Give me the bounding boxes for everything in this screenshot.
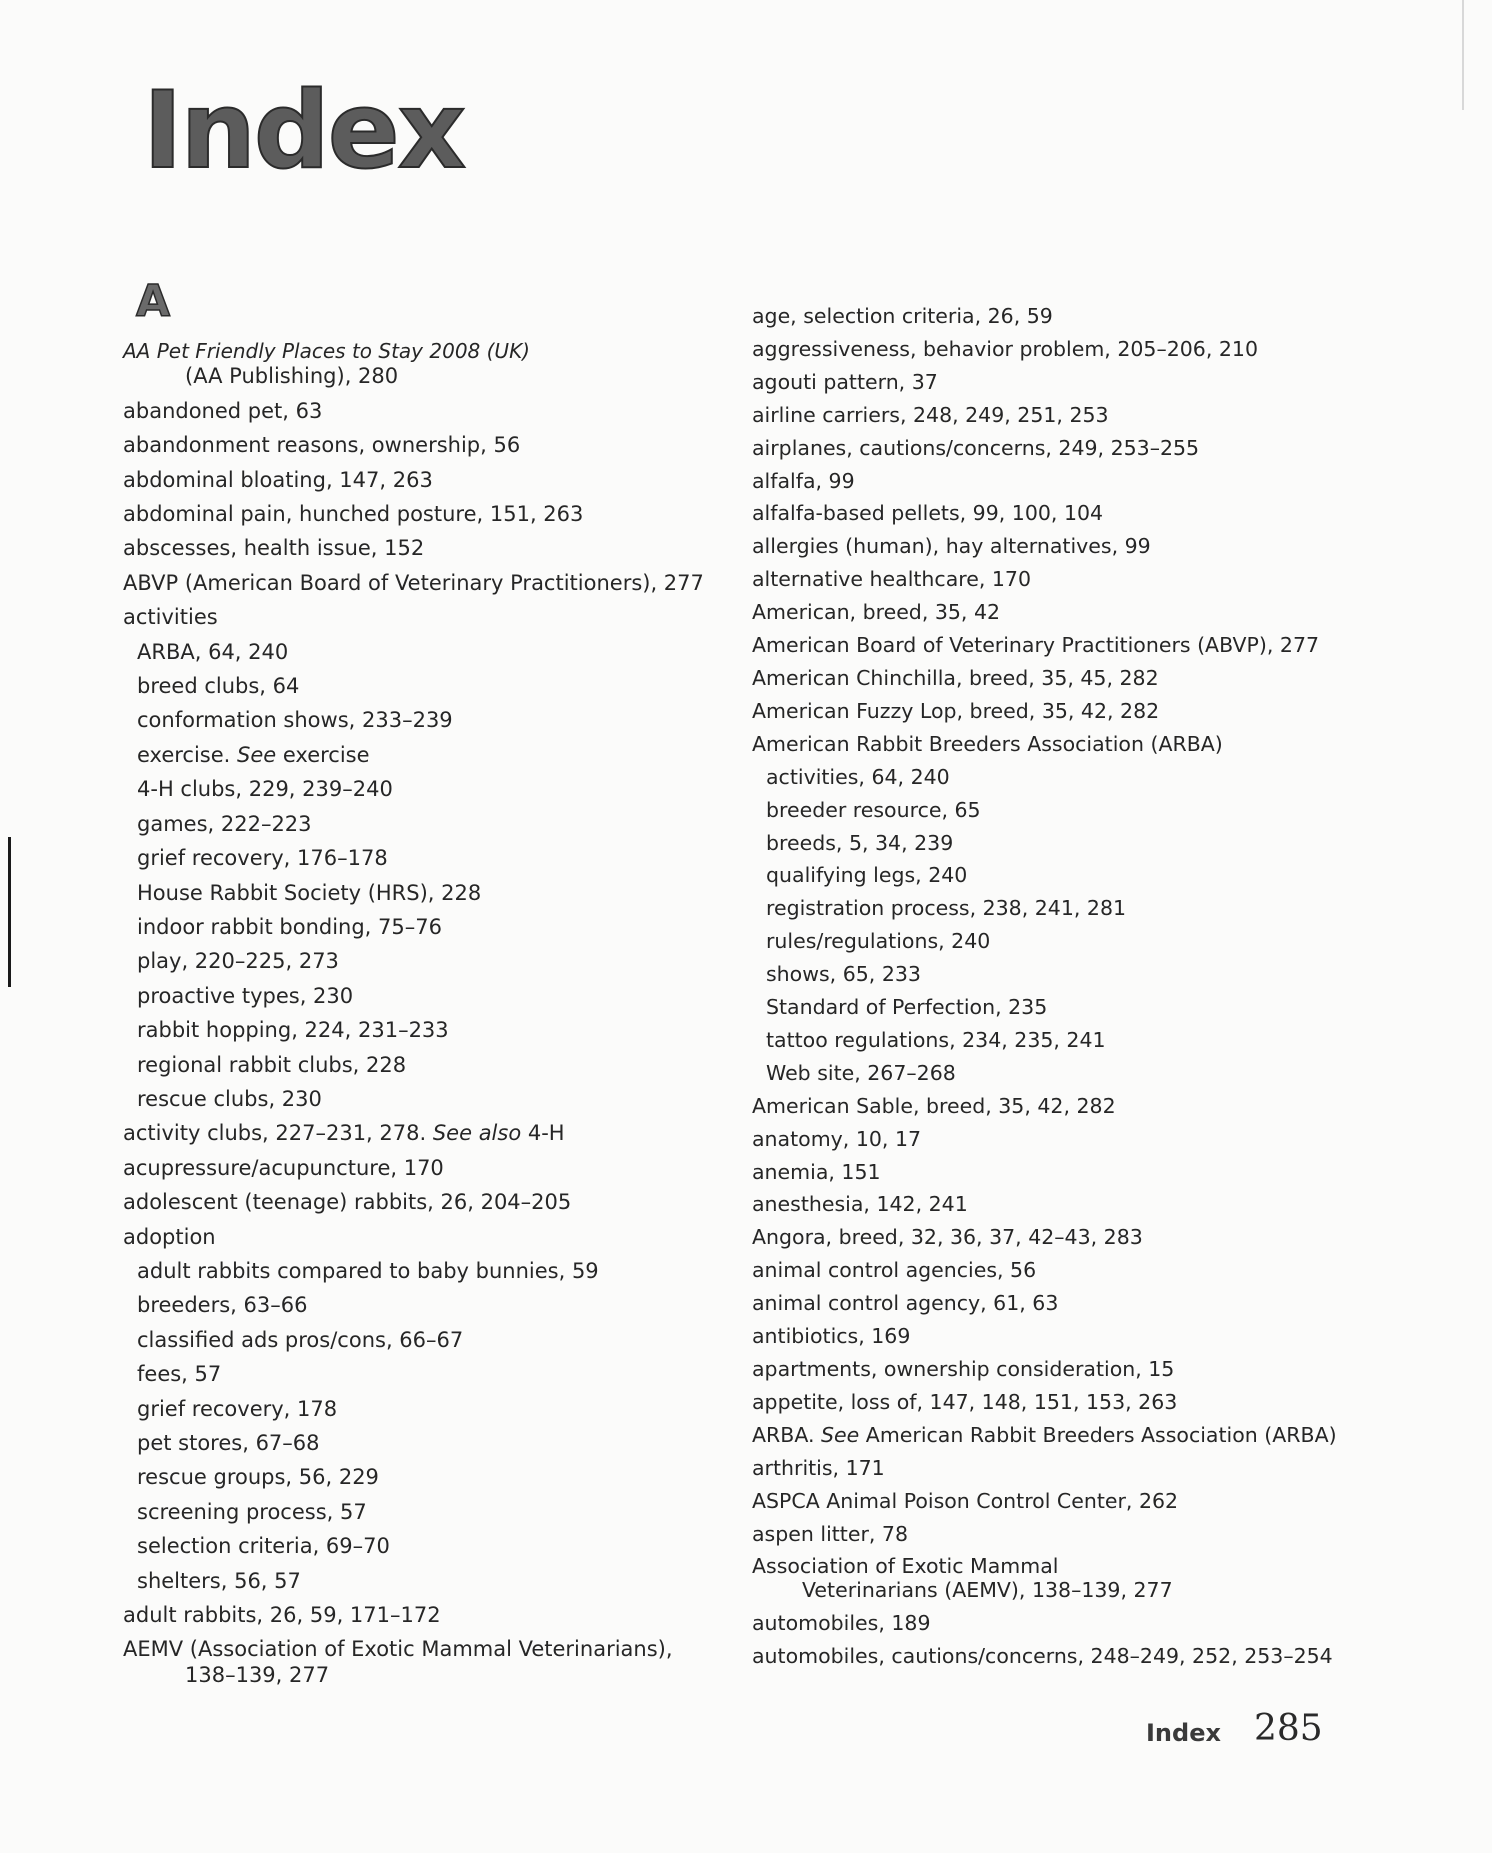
index-column-left <box>123 334 723 1692</box>
index-entry <box>123 1116 723 1150</box>
index-subentry: breeders, 63–66 <box>137 1293 308 1318</box>
index-entry: alfalfa-based pellets, 99, 100, 104 <box>752 501 1104 526</box>
index-subentry: grief recovery, 176–178 <box>137 846 388 871</box>
index-entry: abscesses, health issue, 152 <box>123 536 425 561</box>
page-edge-shadow <box>1462 0 1464 110</box>
see-reference: See <box>821 1422 860 1447</box>
index-subentry: rescue clubs, 230 <box>137 1086 322 1111</box>
index-entry: arthritis, 171 <box>752 1455 885 1480</box>
index-subentry: Standard of Perfection, 235 <box>766 995 1048 1020</box>
index-subentry: fees, 57 <box>137 1362 222 1387</box>
index-subentry: indoor rabbit bonding, 75–76 <box>137 914 442 939</box>
index-entry: aggressiveness, behavior problem, 205–206, 210 <box>752 336 1258 361</box>
index-subentry: regional rabbit clubs, 228 <box>137 1052 407 1077</box>
index-entry: abandonment reasons, ownership, 56 <box>123 433 521 458</box>
index-entry: abdominal pain, hunched posture, 151, 263 <box>123 502 584 527</box>
entry-text: American Rabbit Breeders Association (ARBA) <box>859 1422 1337 1447</box>
entry-text: ARBA. <box>752 1422 822 1447</box>
entry-text: 4-H <box>521 1121 565 1146</box>
index-entry: acupressure/acupuncture, 170 <box>123 1155 444 1180</box>
index-entry: adult rabbits, 26, 59, 171–172 <box>123 1603 441 1628</box>
index-entry: age, selection criteria, 26, 59 <box>752 304 1053 328</box>
index-entry: airline carriers, 248, 249, 251, 253 <box>752 402 1109 427</box>
index-subentry: grief recovery, 178 <box>137 1396 338 1421</box>
index-subentry: ARBA, 64, 240 <box>137 639 289 664</box>
margin-scan-mark <box>8 837 11 987</box>
index-entry: American, breed, 35, 42 <box>752 600 1001 625</box>
footer-section-label: Index <box>1146 1719 1221 1747</box>
index-entry: Association of Exotic Mammal <box>752 1554 1059 1579</box>
see-reference: See <box>237 742 277 767</box>
index-subentry: tattoo regulations, 234, 235, 241 <box>766 1027 1106 1052</box>
index-entry: antibiotics, 169 <box>752 1324 911 1349</box>
index-entry: AA Pet Friendly Places to Stay 2008 (UK) <box>123 339 530 363</box>
index-subentry: Web site, 267–268 <box>766 1060 956 1085</box>
index-entry: ABVP (American Board of Veterinary Practitioners), 277 <box>123 570 704 595</box>
index-entry: airplanes, cautions/concerns, 249, 253–255 <box>752 435 1200 460</box>
index-entry: AEMV (Association of Exotic Mammal Veterinarians), <box>123 1637 673 1662</box>
index-entry: American Fuzzy Lop, breed, 35, 42, 282 <box>752 698 1160 723</box>
index-entry: apartments, ownership consideration, 15 <box>752 1357 1175 1381</box>
index-subentry: play, 220–225, 273 <box>137 949 339 974</box>
index-entry: American Chinchilla, breed, 35, 45, 282 <box>752 665 1159 690</box>
index-entry: ASPCA Animal Poison Control Center, 262 <box>752 1488 1179 1513</box>
index-entry: aspen litter, 78 <box>752 1521 909 1546</box>
index-subentry: 4-H clubs, 229, 239–240 <box>137 777 393 802</box>
index-entry: Angora, breed, 32, 36, 37, 42–43, 283 <box>752 1225 1143 1250</box>
index-entry: American Sable, breed, 35, 42, 282 <box>752 1093 1116 1118</box>
index-subentry: rules/regulations, 240 <box>766 929 991 954</box>
index-entry: allergies (human), hay alternatives, 99 <box>752 534 1151 559</box>
index-subentry: rabbit hopping, 224, 231–233 <box>137 1018 449 1043</box>
index-subentry: selection criteria, 69–70 <box>137 1534 390 1559</box>
index-column-right <box>752 300 1392 1673</box>
index-entry: adoption <box>123 1224 216 1249</box>
index-subentry: games, 222–223 <box>137 811 312 836</box>
index-entry: alternative healthcare, 170 <box>752 567 1032 592</box>
index-entry-continuation: 138–139, 277 <box>185 1662 330 1687</box>
page-number: 285 <box>1254 1708 1323 1749</box>
index-subentry: House Rabbit Society (HRS), 228 <box>137 880 482 905</box>
index-subentry: registration process, 238, 241, 281 <box>766 896 1127 921</box>
index-entry: automobiles, cautions/concerns, 248–249, 252, 253–254 <box>752 1644 1333 1669</box>
index-entry: automobiles, 189 <box>752 1611 931 1636</box>
index-subentry: proactive types, 230 <box>137 983 354 1008</box>
index-entry: appetite, loss of, 147, 148, 151, 153, 263 <box>752 1389 1178 1414</box>
index-entry: anemia, 151 <box>752 1159 881 1184</box>
entry-text: exercise. <box>137 742 238 767</box>
see-also-reference: See also <box>432 1121 522 1146</box>
index-entry-continuation: (AA Publishing), 280 <box>185 364 399 389</box>
index-subentry: conformation shows, 233–239 <box>137 708 453 733</box>
index-subentry: shows, 65, 233 <box>766 962 921 987</box>
index-entry: American Rabbit Breeders Association (ARBA) <box>752 731 1223 756</box>
index-subentry: rescue groups, 56, 229 <box>137 1465 379 1490</box>
index-subentry: classified ads pros/cons, 66–67 <box>137 1327 464 1352</box>
index-entry: agouti pattern, 37 <box>752 369 938 394</box>
index-entry: activities <box>123 605 218 630</box>
section-letter: A <box>136 276 171 327</box>
index-subentry: screening process, 57 <box>137 1499 367 1524</box>
page-title: Index <box>143 69 465 192</box>
index-entry: abdominal bloating, 147, 263 <box>123 467 433 492</box>
index-entry <box>752 1419 1392 1452</box>
entry-text: exercise <box>276 742 370 767</box>
index-subentry: breeder resource, 65 <box>766 797 981 822</box>
index-entry: American Board of Veterinary Practitioners (ABVP), 277 <box>752 633 1320 658</box>
index-entry: anatomy, 10, 17 <box>752 1126 922 1151</box>
index-entry: anesthesia, 142, 241 <box>752 1192 968 1217</box>
index-subentry: adult rabbits compared to baby bunnies, 59 <box>137 1258 599 1283</box>
index-subentry: breeds, 5, 34, 239 <box>766 830 954 855</box>
index-subentry: pet stores, 67–68 <box>137 1431 320 1455</box>
index-subentry: shelters, 56, 57 <box>137 1568 301 1593</box>
index-entry-continuation: Veterinarians (AEMV), 138–139, 277 <box>802 1578 1173 1603</box>
index-entry: alfalfa, 99 <box>752 468 855 493</box>
index-entry: adolescent (teenage) rabbits, 26, 204–205 <box>123 1190 572 1215</box>
index-subentry: breed clubs, 64 <box>137 674 300 699</box>
index-entry: abandoned pet, 63 <box>123 398 323 423</box>
index-entry: animal control agency, 61, 63 <box>752 1291 1059 1316</box>
index-entry: animal control agencies, 56 <box>752 1258 1037 1283</box>
index-subentry: qualifying legs, 240 <box>766 863 968 888</box>
index-subentry <box>123 738 723 772</box>
index-subentry: activities, 64, 240 <box>766 764 950 789</box>
entry-text: activity clubs, 227–231, 278. <box>123 1121 433 1146</box>
